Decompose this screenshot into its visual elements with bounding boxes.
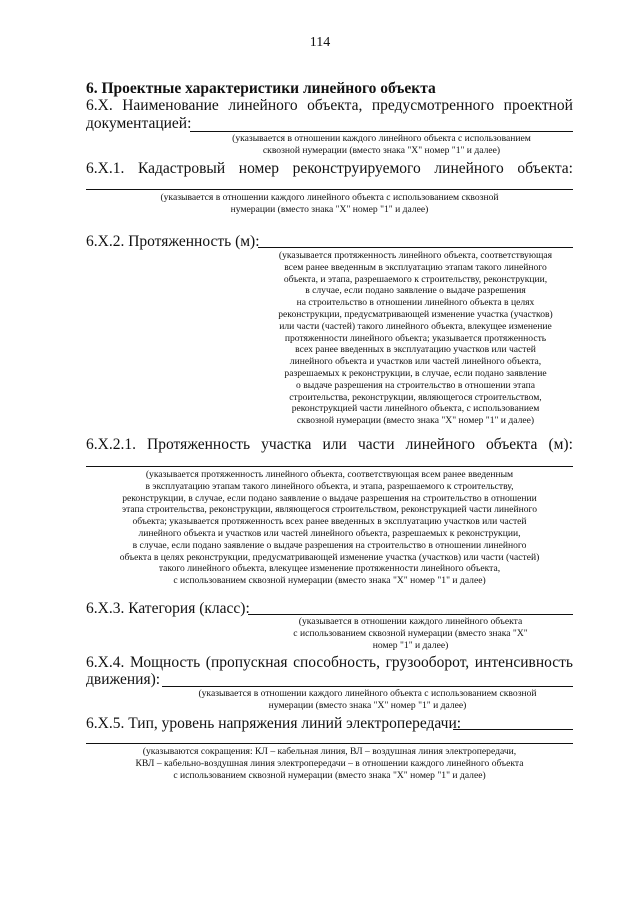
heading-word: Протяженность: [147, 436, 251, 453]
item-6x21-note: (указывается протяженность линейного объекта, соответствующая всем ранее введенным в эксплуатацию этапам такого линейного объекта, и этапа, разрешаемого к строительству, реконструкции, в случае, если подано заявление о выдаче разрешения на строительство в отношении этапа строительства, реконструкции, являющегося строительством, реконструкцией части линейного объекта; указывается протяженность всех ранее введенных в эксплуатацию участков или частей линейного объекта и участков или частей линейного объекта, разрешаемых к реконструкции, в случае, если подано заявление о выдаче разрешения на строительство в отношении линейного объекта в целях реконструкции, предусматривающей изменение участка (участков) или части (частей) такого линейного объекта, влекущее изменение протяженности линейного объекта, с использованием сквозной нумерации (вместо знака "X" номер "1" и далее): [119, 469, 540, 587]
item-6x2-label: 6.X.2. Протяженность (м):: [86, 233, 260, 250]
heading-word: или: [322, 436, 347, 453]
heading-word: проектной: [503, 97, 573, 114]
heading-word: объекта: [486, 436, 538, 453]
cadastral-input-line[interactable]: [86, 189, 573, 190]
section-title: 6. Проектные характеристики линейного объекта: [86, 80, 436, 97]
section-length-input-line[interactable]: [86, 466, 573, 467]
item-6x3-label: 6.X.3. Категория (класс):: [86, 600, 250, 617]
item-6x5-label: 6.X.5. Тип, уровень напряжения линий электропередачи:: [86, 715, 462, 732]
item-6x4-heading: [86, 654, 573, 672]
item-6x2-note: (указывается протяженность линейного объекта, соответствующая всем ранее введенным в эксплуатацию этапам такого линейного объекта, и этапа, разрешаемого к строительству, реконструкции, в случае, если подано заявление о выдаче разрешения на строительство в отношении линейного объекта в целях реконструкции, предусматривающей изменение участка (участков) или части (частей) такого линейного объекта, влекущее изменение протяженности линейного объекта; указывается протяженность всех ранее введенных в эксплуатацию участков или частей линейного объекта и участков или частей линейного объекта, разрешаемых к реконструкции, в случае, если подано заявление о выдаче разрешения на строительство в отношении этапа строительства, реконструкции, являющегося строительством, реконструкцией части линейного объекта, с использованием сквозной нумерации (вместо знака "X" номер "1" и далее): [278, 250, 553, 427]
page-number: 114: [309, 35, 331, 50]
item-6x1-heading: [86, 160, 573, 178]
voltage-input-line[interactable]: [86, 743, 573, 744]
heading-word: части: [357, 436, 395, 453]
item-6x21-heading: [86, 436, 573, 454]
item-6x5-heading: [86, 715, 573, 733]
item-6x-note: (указывается в отношении каждого линейного объекта с использованием сквозной нумерации (вместо знака "X" номер "1" и далее): [232, 133, 531, 156]
heading-word: 6.X.4.: [86, 654, 125, 671]
item-6x-heading: [86, 97, 573, 115]
heading-word: способность,: [293, 654, 380, 671]
heading-word: предусмотренного: [371, 97, 495, 114]
category-input-line[interactable]: [248, 614, 573, 615]
heading-word: 6.X.1.: [86, 160, 125, 177]
heading-word: объекта:: [517, 160, 573, 177]
heading-word: объекта,: [307, 97, 363, 114]
item-6x4-note: (указывается в отношении каждого линейного объекта с использованием сквозной нумерации (вместо знака "X" номер "1" и далее): [198, 688, 537, 711]
heading-word: 6.X.2.1.: [86, 436, 136, 453]
heading-word: интенсивность: [474, 654, 573, 671]
item-6x3-note: (указывается в отношении каждого линейного объекта с использованием сквозной нумерации (вместо знака "X" номер "1" и далее): [293, 616, 528, 651]
item-6x1-note: (указывается в отношении каждого линейного объекта с использованием сквозной нумерации (вместо знака "X" номер "1" и далее): [160, 192, 499, 215]
item-6x4-label-text: движения):: [86, 671, 161, 688]
item-6x5-note: (указываются сокращения: КЛ – кабельная линия, ВЛ – воздушная линия электропередачи, КВЛ – кабельно-воздушная линия электропередачи – в отношении каждого линейного объекта с использованием сквозной нумерации (вместо знака "X" номер "1" и далее): [135, 746, 524, 781]
heading-word: (м):: [548, 436, 573, 453]
heading-word: 6.X.: [86, 97, 113, 114]
heading-word: номер: [238, 160, 279, 177]
heading-word: Наименование: [122, 97, 219, 114]
heading-word: участка: [261, 436, 312, 453]
heading-word: Кадастровый: [137, 160, 226, 177]
voltage-inline-line[interactable]: [453, 729, 573, 730]
length-input-line[interactable]: [258, 247, 573, 248]
item-6x2-heading: [86, 233, 573, 251]
heading-word: линейного: [434, 160, 504, 177]
heading-word: (пропускная: [205, 654, 288, 671]
name-input-line[interactable]: [190, 131, 573, 132]
heading-word: линейного: [405, 436, 475, 453]
heading-word: грузооборот,: [385, 654, 470, 671]
heading-word: линейного: [228, 97, 298, 114]
heading-word: Мощность: [129, 654, 201, 671]
capacity-input-line[interactable]: [162, 686, 573, 687]
item-6x-label-text: документацией:: [86, 115, 192, 132]
heading-word: реконструируемого: [292, 160, 421, 177]
